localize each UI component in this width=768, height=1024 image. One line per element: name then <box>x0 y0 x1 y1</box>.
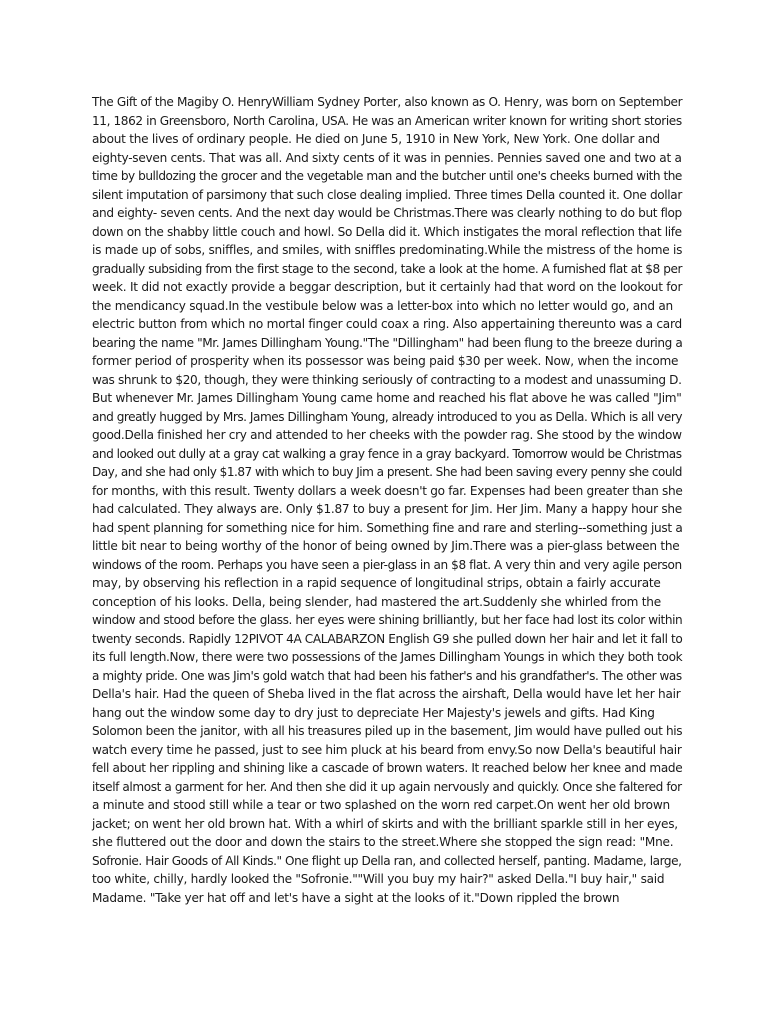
text-line: silent imputation of parsimony that such close dealing implied. Three times Della counted it. One dollar <box>92 187 682 202</box>
text-line: Madame. "Take yer hat off and let's have a sight at the looks of it."Down rippled the brown <box>92 890 620 905</box>
text-line: was shrunk to $20, though, they were thinking seriously of contracting to a modest and unassuming D. <box>92 372 682 387</box>
text-line: Sofronie. Hair Goods of All Kinds." One flight up Della ran, and collected herself, panting. Madame, large, <box>92 853 682 868</box>
text-line: about the lives of ordinary people. He died on June 5, 1910 in New York, New York. One dollar and <box>92 132 660 146</box>
text-line: fell about her rippling and shining like a cascade of brown waters. It reached below her knee and made <box>92 761 683 775</box>
text-line: watch every time he passed, just to see him pluck at his beard from envy.So now Della's beautiful hair <box>92 742 682 757</box>
text-line: the mendicancy squad.In the vestibule below was a letter-box into which no letter would go, and an <box>92 298 673 313</box>
text-line: Day, and she had only $1.87 with which to buy Jim a present. She had been saving every penny she could <box>92 465 682 479</box>
text-line: conception of his looks. Della, being slender, had mastered the art.Suddenly she whirled from the <box>92 594 661 609</box>
text-line: and looked out dully at a gray cat walking a gray fence in a gray backyard. Tomorrow would be Christmas <box>92 446 682 461</box>
text-line: Della's hair. Had the queen of Sheba lived in the flat across the airshaft, Della would have let her hair <box>92 687 681 701</box>
text-line: hang out the window some day to dry just to depreciate Her Majesty's jewels and gifts. Had King <box>92 705 655 720</box>
text-line: little bit near to being worthy of the honor of being owned by Jim.There was a pier-glass between the <box>92 539 680 553</box>
text-line: bearing the name "Mr. James Dillingham Young."The "Dillingham" had been flung to the breeze during a <box>92 335 683 350</box>
text-line: itself almost a garment for her. And then she did it up again nervously and quickly. Once she faltered for <box>92 779 682 794</box>
text-line: is made up of sobs, sniffles, and smiles, with sniffles predominating.While the mistress of the home is <box>92 243 683 257</box>
text-line: its full length.Now, there were two possessions of the James Dillingham Youngs in which they both took <box>92 650 683 664</box>
text-line: too white, chilly, hardly looked the "Sofronie.""Will you buy my hair?" asked Della."I buy hair," said <box>92 872 665 886</box>
text-line: Solomon been the janitor, with all his treasures piled up in the basement, Jim would have pulled out his <box>92 724 683 738</box>
text-line: had calculated. They always are. Only $1.87 to buy a present for Jim. Her Jim. Many a happy hour she <box>92 502 682 516</box>
text-line: a minute and stood still while a tear or two splashed on the worn red carpet.On went her old brown <box>92 798 670 812</box>
text-line: electric button from which no mortal finger could coax a ring. Also appertaining thereunto was a card <box>92 317 682 331</box>
text-line: good.Della finished her cry and attended to her cheeks with the powder rag. She stood by the window <box>92 428 682 442</box>
text-line: 11, 1862 in Greensboro, North Carolina, USA. He was an American writer known for writing short stories <box>92 113 682 128</box>
text-line: window and stood before the glass. her eyes were shining brilliantly, but her face had lost its color within <box>92 613 683 627</box>
text-line: she fluttered out the door and down the stairs to the street.Where she stopped the sign read: "Mne. <box>92 835 674 849</box>
text-line: down on the shabby little couch and howl. So Della did it. Which instigates the moral reflection that life <box>92 224 682 239</box>
text-line: But whenever Mr. James Dillingham Young came home and reached his flat above he was called "Jim" <box>92 391 682 405</box>
text-line: and greatly hugged by Mrs. James Dillingham Young, already introduced to you as Della. Which is all very <box>92 409 683 424</box>
text-line: time by bulldozing the grocer and the vegetable man and the butcher until one's cheeks burned with the <box>92 169 682 183</box>
story-text <box>92 93 682 907</box>
text-line: The Gift of the Magiby O. HenryWilliam Sydney Porter, also known as O. Henry, was born on September <box>92 95 683 109</box>
text-line: week. It did not exactly provide a beggar description, but it certainly had that word on the lookout for <box>92 280 683 294</box>
text-line: jacket; on went her old brown hat. With a whirl of skirts and with the brilliant sparkle still in her eyes, <box>92 816 678 831</box>
text-line: windows of the room. Perhaps you have seen a pier-glass in an $8 flat. A very thin and very agile person <box>92 557 682 572</box>
text-line: and eighty- seven cents. And the next day would be Christmas.There was clearly nothing to do but flop <box>92 206 682 220</box>
text-line: eighty-seven cents. That was all. And sixty cents of it was in pennies. Pennies saved one and two at a <box>92 150 682 165</box>
text-line: twenty seconds. Rapidly 12PIVOT 4A CALABARZON English G9 she pulled down her hair and let it fall to <box>92 631 683 646</box>
text-line: gradually subsiding from the first stage to the second, take a look at the home. A furnished flat at $8 per <box>92 261 682 276</box>
text-line: former period of prosperity when its possessor was being paid $30 per week. Now, when the income <box>92 354 679 368</box>
text-line: a mighty pride. One was Jim's gold watch that had been his father's and his grandfather's. The other was <box>92 668 682 683</box>
text-line: may, by observing his reflection in a rapid sequence of longitudinal strips, obtain a fairly accurate <box>92 576 661 590</box>
text-line: for months, with this result. Twenty dollars a week doesn't go far. Expenses had been greater than she <box>92 483 683 498</box>
text-line: had spent planning for something nice for him. Something fine and rare and sterling--something just a <box>92 520 683 535</box>
